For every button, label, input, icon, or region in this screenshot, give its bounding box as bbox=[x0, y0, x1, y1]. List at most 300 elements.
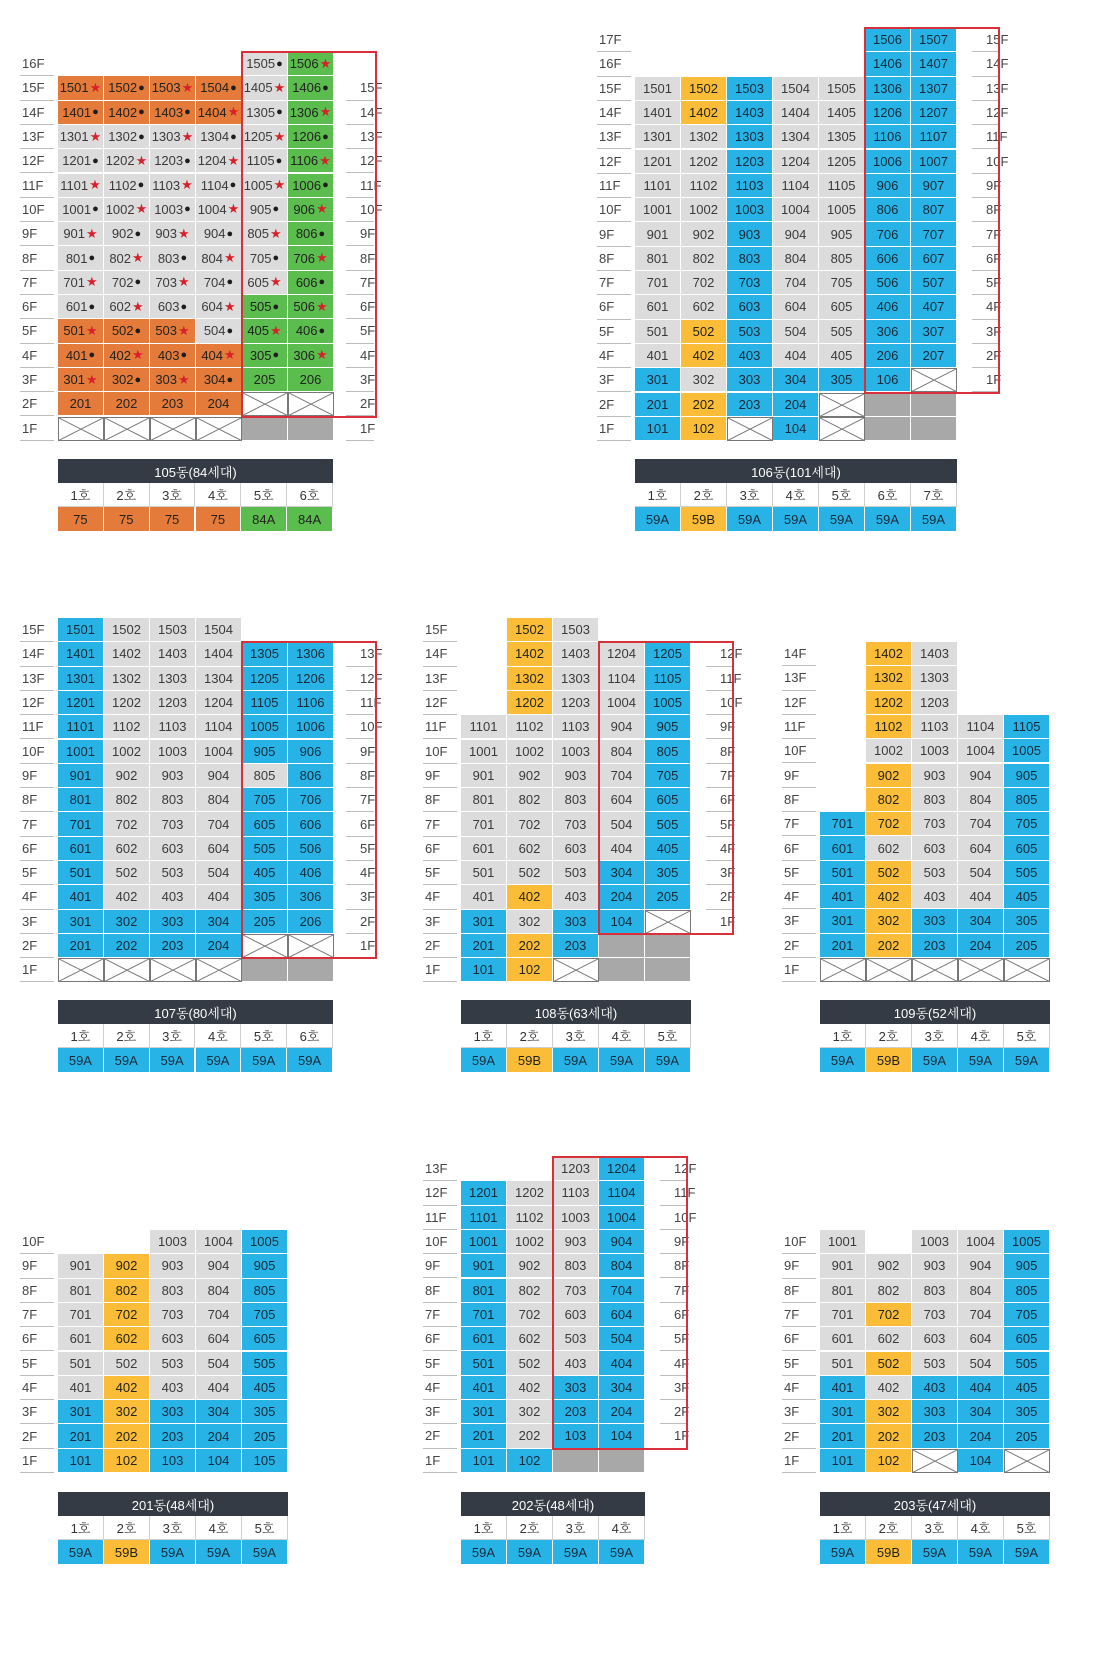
unit-cell bbox=[911, 101, 957, 125]
unit-number: 1302 bbox=[874, 670, 903, 686]
unit-cell bbox=[288, 52, 334, 76]
unit-cell bbox=[599, 910, 645, 934]
floor-label-right: 10F bbox=[706, 691, 734, 715]
unit-cell bbox=[507, 1230, 553, 1254]
unit-cell bbox=[912, 739, 958, 763]
floor-label-left: 11F bbox=[597, 174, 631, 198]
unit-cell bbox=[288, 295, 334, 319]
unit-cell bbox=[1004, 1279, 1050, 1303]
unit-number: 503 bbox=[738, 323, 761, 339]
unit-cell bbox=[820, 836, 866, 860]
floor-label-right: 4F bbox=[346, 344, 374, 368]
unit-number: 504 bbox=[610, 816, 633, 832]
legend-unit: 3호 bbox=[912, 1516, 958, 1540]
unit-number: 404 bbox=[610, 1355, 633, 1371]
unit-number: 605 bbox=[253, 1331, 276, 1347]
unit-cell bbox=[1004, 1400, 1050, 1424]
unit-cell bbox=[150, 344, 196, 368]
unit-number: 701 bbox=[646, 275, 669, 291]
blocked-cell bbox=[288, 417, 334, 441]
unit-number: 906 bbox=[876, 177, 899, 193]
empty-cell bbox=[242, 934, 288, 958]
unit-number: 1103 bbox=[561, 719, 590, 735]
dot-icon: ● bbox=[137, 179, 145, 192]
floor-label-left: 15F bbox=[20, 618, 54, 642]
unit-cell bbox=[866, 691, 912, 715]
unit-number: 202 bbox=[518, 938, 541, 954]
unit-number: 1106 bbox=[290, 153, 319, 169]
unit-number: 204 bbox=[969, 937, 992, 953]
unit-number: 403 bbox=[157, 347, 180, 363]
floor-label-right: 10F bbox=[346, 198, 374, 222]
unit-cell bbox=[507, 618, 553, 642]
unit-cell bbox=[58, 642, 104, 666]
empty-cell bbox=[288, 392, 334, 416]
unit-number: 1104 bbox=[781, 177, 810, 193]
unit-number: 602 bbox=[877, 1331, 900, 1347]
unit-number: 806 bbox=[876, 202, 899, 218]
unit-cell bbox=[461, 812, 507, 836]
unit-number: 1306 bbox=[289, 104, 319, 120]
unit-number: 1303 bbox=[151, 129, 181, 145]
legend-type: 59A bbox=[507, 1540, 553, 1564]
unit-number: 201 bbox=[472, 938, 495, 954]
unit-cell bbox=[507, 715, 553, 739]
unit-number: 203 bbox=[738, 396, 761, 412]
unit-cell bbox=[150, 149, 196, 173]
unit-cell bbox=[820, 1230, 866, 1254]
unit-number: 601 bbox=[646, 299, 669, 315]
dot-icon: ● bbox=[272, 300, 280, 313]
legend-unit: 4호 bbox=[196, 483, 242, 507]
legend-unit: 6호 bbox=[865, 483, 911, 507]
empty-cell bbox=[958, 958, 1004, 982]
unit-number: 603 bbox=[923, 1331, 946, 1347]
unit-cell bbox=[819, 344, 865, 368]
unit-number: 702 bbox=[877, 1307, 900, 1323]
unit-cell bbox=[196, 149, 242, 173]
legend-type: 59B bbox=[866, 1540, 912, 1564]
legend-type: 84A bbox=[241, 507, 287, 531]
unit-cell bbox=[773, 77, 819, 101]
floor-label-left: 7F bbox=[20, 271, 54, 295]
unit-cell bbox=[553, 740, 599, 764]
unit-number: 707 bbox=[922, 226, 945, 242]
unit-number: 306 bbox=[299, 889, 322, 905]
dot-icon: ● bbox=[276, 57, 283, 70]
unit-number: 602 bbox=[115, 1331, 138, 1347]
unit-number: 205 bbox=[253, 913, 276, 929]
star-icon: ★ bbox=[178, 225, 190, 241]
unit-cell bbox=[58, 174, 104, 198]
unit-cell bbox=[150, 642, 196, 666]
unit-cell bbox=[866, 885, 912, 909]
unit-cell bbox=[150, 271, 196, 295]
unit-number: 1104 bbox=[607, 670, 636, 686]
unit-cell bbox=[58, 788, 104, 812]
floor-label-left: 11F bbox=[20, 174, 54, 198]
unit-cell bbox=[553, 1424, 599, 1448]
unit-number: 904 bbox=[784, 226, 807, 242]
unit-cell bbox=[911, 198, 957, 222]
unit-number: 906 bbox=[293, 201, 316, 217]
floor-label-right: 12F bbox=[972, 101, 1000, 125]
unit-number: 902 bbox=[877, 1258, 900, 1274]
unit-number: 904 bbox=[969, 1258, 992, 1274]
dot-icon: ● bbox=[134, 227, 142, 240]
unit-cell bbox=[819, 222, 865, 246]
unit-number: 604 bbox=[784, 299, 807, 315]
legend-type: 59A bbox=[461, 1048, 507, 1072]
unit-number: 801 bbox=[646, 250, 669, 266]
unit-number: 206 bbox=[299, 913, 322, 929]
unit-number: 1503 bbox=[151, 80, 181, 96]
unit-number: 204 bbox=[610, 889, 633, 905]
unit-number: 1506 bbox=[873, 32, 902, 48]
unit-cell bbox=[1004, 1327, 1050, 1351]
unit-cell bbox=[242, 667, 288, 691]
legend-unit: 2호 bbox=[104, 483, 150, 507]
unit-number: 201 bbox=[69, 396, 92, 412]
unit-number: 1302 bbox=[689, 129, 718, 145]
unit-number: 404 bbox=[207, 889, 230, 905]
unit-cell bbox=[288, 691, 334, 715]
legend-unit: 1호 bbox=[58, 1516, 104, 1540]
unit-number: 403 bbox=[564, 1355, 587, 1371]
unit-cell bbox=[58, 368, 104, 392]
legend-type: 59A bbox=[911, 507, 957, 531]
unit-cell bbox=[865, 295, 911, 319]
unit-number: 205 bbox=[1015, 937, 1038, 953]
unit-number: 1202 bbox=[105, 153, 135, 169]
dot-icon: ● bbox=[88, 300, 96, 313]
legend-unit: 4호 bbox=[958, 1516, 1004, 1540]
unit-number: 701 bbox=[472, 1306, 495, 1322]
unit-number: 703 bbox=[155, 274, 178, 290]
unit-number: 1504 bbox=[781, 80, 810, 96]
unit-number: 905 bbox=[253, 1258, 276, 1274]
unit-cell bbox=[773, 125, 819, 149]
unit-cell bbox=[819, 271, 865, 295]
unit-cell bbox=[196, 1230, 242, 1254]
unit-cell bbox=[104, 1303, 150, 1327]
unit-cell bbox=[150, 1400, 196, 1424]
unit-cell bbox=[727, 393, 773, 417]
unit-number: 201 bbox=[69, 1428, 92, 1444]
unit-number: 102 bbox=[115, 1452, 138, 1468]
unit-number: 1105 bbox=[250, 695, 279, 711]
unit-cell bbox=[727, 174, 773, 198]
unit-number: 301 bbox=[69, 1404, 92, 1420]
unit-number: 201 bbox=[831, 937, 854, 953]
unit-cell bbox=[242, 910, 288, 934]
floor-label-left: 7F bbox=[423, 1303, 457, 1327]
unit-number: 504 bbox=[203, 323, 226, 339]
unit-number: 406 bbox=[299, 865, 322, 881]
unit-cell bbox=[1004, 1424, 1050, 1448]
floor-label-right: 8F bbox=[706, 740, 734, 764]
dot-icon: ● bbox=[272, 349, 280, 362]
floor-label-left: 1F bbox=[423, 1449, 457, 1473]
legend-unit: 1호 bbox=[461, 1024, 507, 1048]
building-title: 203동(47세대) bbox=[820, 1492, 1050, 1516]
unit-cell bbox=[681, 417, 727, 441]
unit-cell bbox=[150, 101, 196, 125]
unit-cell bbox=[958, 1327, 1004, 1351]
dot-icon: ● bbox=[134, 373, 142, 386]
unit-number: 902 bbox=[692, 226, 715, 242]
unit-cell bbox=[865, 247, 911, 271]
unit-number: 401 bbox=[69, 1379, 92, 1395]
legend-type: 75 bbox=[104, 507, 150, 531]
floor-label-left: 2F bbox=[597, 393, 631, 417]
unit-cell bbox=[553, 1376, 599, 1400]
floor-label-right: 2F bbox=[346, 392, 374, 416]
floor-label-left: 5F bbox=[20, 861, 54, 885]
legend-unit: 1호 bbox=[58, 1024, 104, 1048]
unit-cell bbox=[196, 1279, 242, 1303]
unit-number: 503 bbox=[564, 1331, 587, 1347]
unit-number: 201 bbox=[472, 1428, 495, 1444]
unit-cell bbox=[599, 1206, 645, 1230]
unit-number: 705 bbox=[830, 275, 853, 291]
unit-number: 1201 bbox=[469, 1185, 498, 1201]
legend-type: 59A bbox=[773, 507, 819, 531]
unit-cell bbox=[242, 1230, 288, 1254]
empty-cell bbox=[288, 934, 334, 958]
unit-cell bbox=[553, 837, 599, 861]
unit-number: 501 bbox=[69, 1355, 92, 1371]
unit-cell bbox=[866, 1254, 912, 1278]
unit-cell bbox=[507, 837, 553, 861]
unit-number: 1403 bbox=[158, 646, 187, 662]
unit-cell bbox=[819, 77, 865, 101]
unit-cell bbox=[912, 861, 958, 885]
unit-number: 505 bbox=[1015, 1355, 1038, 1371]
unit-cell bbox=[553, 715, 599, 739]
unit-cell bbox=[681, 344, 727, 368]
unit-cell bbox=[958, 1449, 1004, 1473]
unit-number: 301 bbox=[69, 913, 92, 929]
unit-number: 302 bbox=[115, 913, 138, 929]
unit-cell bbox=[727, 295, 773, 319]
unit-number: 1001 bbox=[469, 743, 498, 759]
floor-label-left: 2F bbox=[20, 1424, 54, 1448]
unit-number: 203 bbox=[564, 938, 587, 954]
unit-number: 804 bbox=[784, 250, 807, 266]
unit-number: 102 bbox=[518, 962, 541, 978]
unit-number: 1403 bbox=[561, 646, 590, 662]
unit-number: 102 bbox=[692, 420, 715, 436]
unit-cell bbox=[242, 246, 288, 270]
unit-cell bbox=[196, 319, 242, 343]
unit-cell bbox=[820, 934, 866, 958]
empty-cell bbox=[1004, 1449, 1050, 1473]
unit-cell bbox=[288, 76, 334, 100]
unit-cell bbox=[150, 740, 196, 764]
unit-number: 804 bbox=[610, 1258, 633, 1274]
unit-cell bbox=[911, 320, 957, 344]
unit-number: 1007 bbox=[919, 153, 948, 169]
unit-number: 202 bbox=[518, 1428, 541, 1444]
unit-number: 1004 bbox=[966, 743, 995, 759]
unit-cell bbox=[104, 1449, 150, 1473]
unit-cell bbox=[461, 885, 507, 909]
unit-cell bbox=[912, 691, 958, 715]
unit-cell bbox=[461, 740, 507, 764]
unit-cell bbox=[150, 1254, 196, 1278]
star-icon: ★ bbox=[273, 177, 286, 193]
unit-cell bbox=[242, 174, 288, 198]
unit-cell bbox=[912, 1327, 958, 1351]
unit-cell bbox=[104, 885, 150, 909]
unit-number: 1301 bbox=[59, 129, 89, 145]
star-icon: ★ bbox=[319, 152, 331, 168]
unit-cell bbox=[104, 837, 150, 861]
unit-cell bbox=[599, 1424, 645, 1448]
floor-label-left: 5F bbox=[20, 319, 54, 343]
unit-number: 202 bbox=[877, 937, 900, 953]
star-icon: ★ bbox=[227, 201, 240, 217]
unit-cell bbox=[635, 393, 681, 417]
dot-icon: ● bbox=[180, 349, 188, 362]
unit-cell bbox=[507, 1351, 553, 1375]
unit-number: 303 bbox=[564, 1379, 587, 1395]
unit-number: 305 bbox=[1015, 913, 1038, 929]
unit-cell bbox=[958, 1424, 1004, 1448]
floor-label-left: 11F bbox=[20, 715, 54, 739]
unit-number: 104 bbox=[784, 420, 807, 436]
legend-type: 59A bbox=[958, 1048, 1004, 1072]
unit-number: 1402 bbox=[515, 646, 544, 662]
unit-cell bbox=[958, 1230, 1004, 1254]
unit-number: 201 bbox=[69, 938, 92, 954]
unit-cell bbox=[1004, 836, 1050, 860]
floor-label-right: 11F bbox=[660, 1181, 688, 1205]
unit-cell bbox=[242, 837, 288, 861]
unit-cell bbox=[104, 295, 150, 319]
floor-label-right: 12F bbox=[346, 149, 374, 173]
floor-label-right: 12F bbox=[660, 1157, 688, 1181]
floor-label-right: 8F bbox=[346, 764, 374, 788]
legend-unit: 3호 bbox=[150, 483, 196, 507]
blocked-cell bbox=[645, 958, 691, 982]
unit-number: 1303 bbox=[735, 129, 764, 145]
unit-cell bbox=[196, 392, 242, 416]
unit-cell bbox=[461, 1279, 507, 1303]
unit-number: 401 bbox=[472, 1379, 495, 1395]
floor-label-left: 6F bbox=[20, 295, 54, 319]
floor-label-left: 3F bbox=[423, 910, 457, 934]
floor-label-right: 9F bbox=[972, 174, 1000, 198]
unit-cell bbox=[58, 618, 104, 642]
unit-cell bbox=[866, 1327, 912, 1351]
floor-label-left: 4F bbox=[782, 885, 816, 909]
floor-label-right: 1F bbox=[660, 1424, 688, 1448]
unit-number: 1401 bbox=[643, 105, 672, 121]
dot-icon: ● bbox=[318, 324, 326, 337]
floor-label-left: 7F bbox=[597, 271, 631, 295]
unit-cell bbox=[958, 812, 1004, 836]
legend-type: 59A bbox=[635, 507, 681, 531]
unit-number: 501 bbox=[63, 323, 86, 339]
floor-label-left: 2F bbox=[423, 1424, 457, 1448]
floor-label-right: 12F bbox=[706, 642, 734, 666]
unit-cell bbox=[866, 1279, 912, 1303]
unit-cell bbox=[150, 715, 196, 739]
star-icon: ★ bbox=[89, 177, 101, 193]
unit-number: 504 bbox=[969, 864, 992, 880]
unit-cell bbox=[242, 1327, 288, 1351]
unit-number: 502 bbox=[115, 1355, 138, 1371]
unit-cell bbox=[599, 1157, 645, 1181]
unit-number: 1006 bbox=[292, 177, 322, 193]
unit-number: 604 bbox=[207, 840, 230, 856]
unit-number: 1402 bbox=[112, 646, 141, 662]
unit-cell bbox=[288, 910, 334, 934]
unit-cell bbox=[958, 1303, 1004, 1327]
unit-cell bbox=[58, 812, 104, 836]
unit-number: 803 bbox=[738, 250, 761, 266]
floor-label-left: 5F bbox=[782, 1352, 816, 1376]
floor-label-left: 1F bbox=[423, 958, 457, 982]
floor-label-left: 11F bbox=[423, 1206, 457, 1230]
unit-cell bbox=[912, 836, 958, 860]
unit-number: 702 bbox=[692, 275, 715, 291]
unit-cell bbox=[104, 174, 150, 198]
star-icon: ★ bbox=[89, 79, 102, 95]
unit-cell bbox=[866, 788, 912, 812]
unit-cell bbox=[196, 101, 242, 125]
legend-type: 59A bbox=[820, 1048, 866, 1072]
unit-number: 1204 bbox=[607, 1161, 636, 1177]
unit-cell bbox=[150, 125, 196, 149]
floor-label-left: 3F bbox=[20, 1400, 54, 1424]
unit-cell bbox=[461, 910, 507, 934]
unit-cell bbox=[461, 715, 507, 739]
star-icon: ★ bbox=[316, 347, 328, 363]
blocked-cell bbox=[599, 1449, 645, 1473]
unit-cell bbox=[727, 320, 773, 344]
unit-cell bbox=[104, 691, 150, 715]
unit-cell bbox=[58, 1400, 104, 1424]
legend-type: 59A bbox=[912, 1540, 958, 1564]
unit-cell bbox=[866, 666, 912, 690]
unit-number: 1304 bbox=[781, 129, 810, 145]
unit-cell bbox=[681, 198, 727, 222]
unit-cell bbox=[865, 125, 911, 149]
unit-number: 1306 bbox=[873, 80, 902, 96]
unit-number: 504 bbox=[207, 1355, 230, 1371]
legend-unit: 2호 bbox=[866, 1516, 912, 1540]
star-icon: ★ bbox=[270, 225, 282, 241]
unit-cell bbox=[461, 788, 507, 812]
unit-number: 1504 bbox=[204, 622, 233, 638]
unit-cell bbox=[288, 715, 334, 739]
unit-cell bbox=[1004, 1230, 1050, 1254]
unit-number: 506 bbox=[876, 275, 899, 291]
dot-icon: ● bbox=[180, 252, 188, 265]
unit-number: 702 bbox=[111, 274, 134, 290]
floor-label-right: 1F bbox=[346, 417, 374, 441]
unit-number: 503 bbox=[161, 865, 184, 881]
empty-cell bbox=[819, 417, 865, 441]
unit-cell bbox=[150, 198, 196, 222]
unit-number: 1004 bbox=[607, 695, 636, 711]
unit-number: 501 bbox=[646, 323, 669, 339]
building-title: 106동(101세대) bbox=[635, 459, 957, 483]
unit-number: 602 bbox=[115, 840, 138, 856]
